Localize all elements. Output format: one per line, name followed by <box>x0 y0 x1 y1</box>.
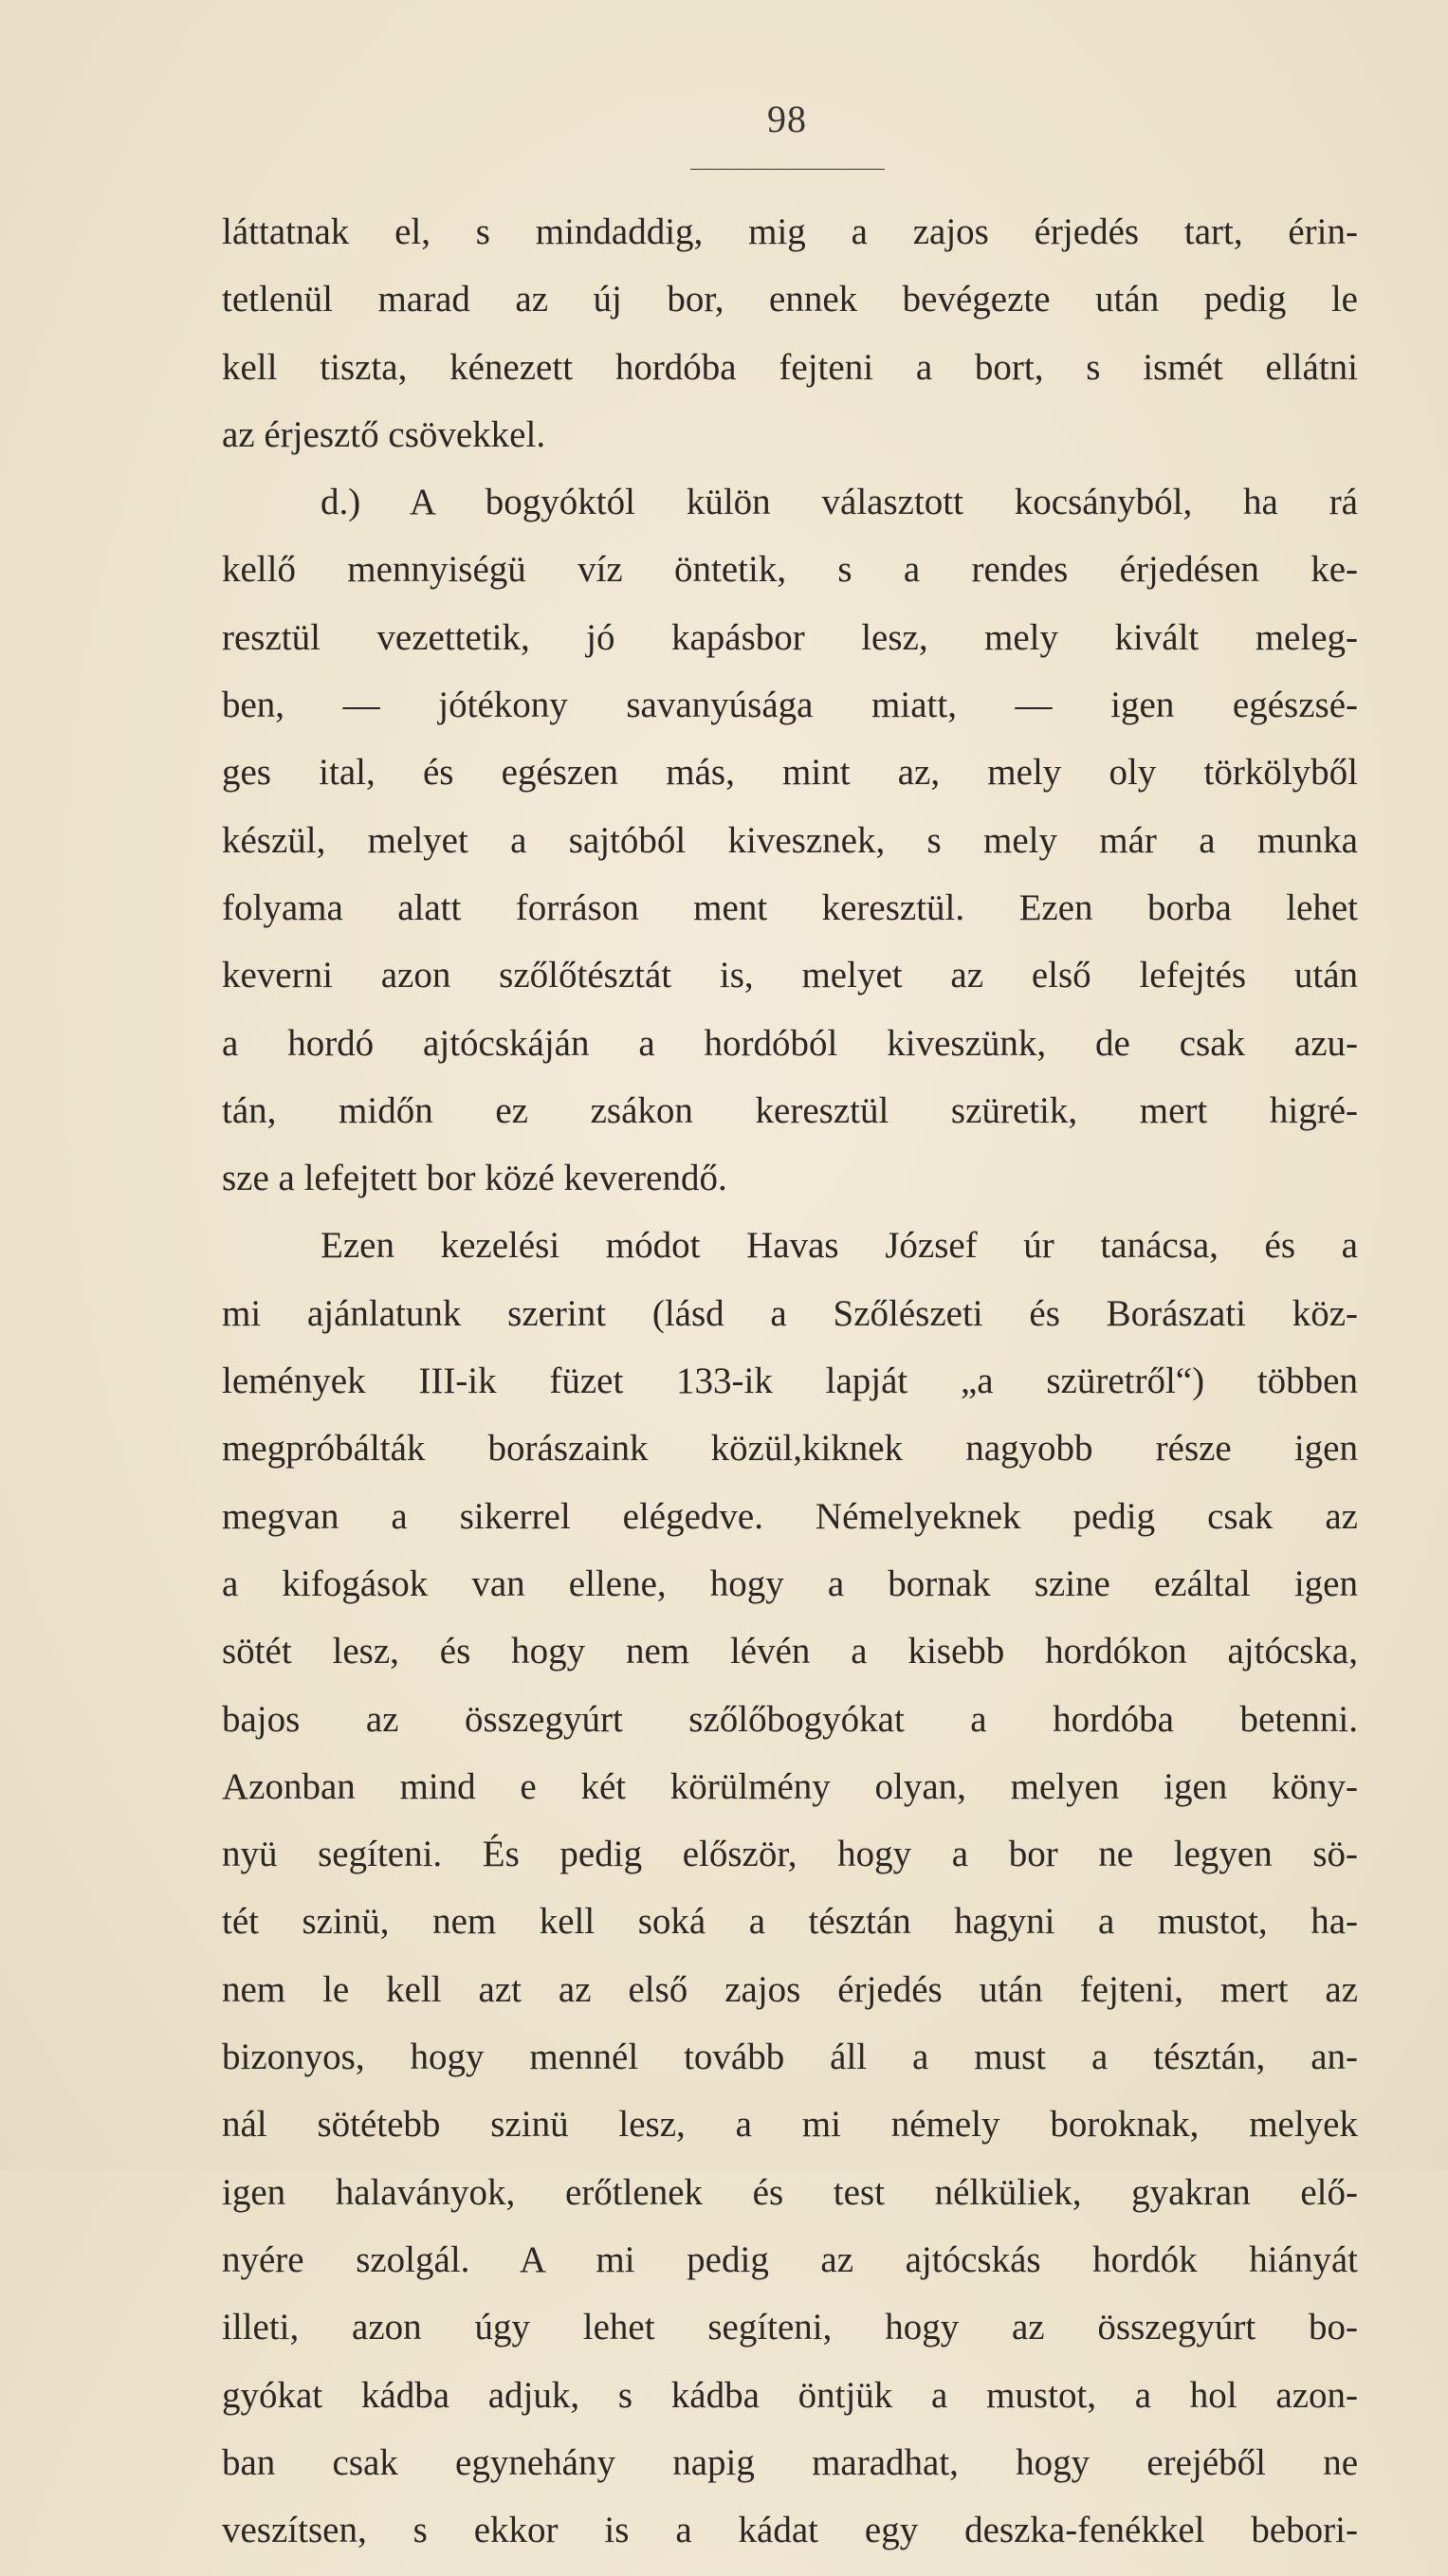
text-line: készül, melyet a sajtóból kivesznek, s mely már a munka <box>222 819 1358 861</box>
text-line: resztül vezettetik, jó kapásbor lesz, mely kivált meleg- <box>222 616 1358 658</box>
text-line: kell tiszta, kénezett hordóba fejteni a bort, s ismét ellátni <box>222 346 1358 388</box>
text-line: nem le kell azt az első zajos érjedés után fejteni, mert az <box>222 1968 1358 2010</box>
text-line: ban csak egynehány napig maradhat, hogy erejéből ne <box>222 2441 1358 2483</box>
text-line: mi ajánlatunk szerint (lásd a Szőlészeti és Borászati köz- <box>222 1292 1358 1334</box>
text-line: a kifogások van ellene, hogy a bornak szine ezáltal igen <box>222 1562 1358 1604</box>
body-text <box>222 210 1358 2576</box>
text-line: gyókat kádba adjuk, s kádba öntjük a mustot, a hol azon- <box>222 2374 1358 2416</box>
text-line: nál sötétebb szinü lesz, a mi némely boroknak, melyek <box>222 2104 1358 2146</box>
page-number: 98 <box>767 98 807 140</box>
text-line: tán, midőn ez zsákon keresztül szüretik, mert higré- <box>222 1089 1358 1131</box>
text-line: a hordó ajtócskáján a hordóból kiveszünk, de csak azu- <box>222 1022 1358 1064</box>
text-line: veszítsen, s ekkor is a kádat egy deszka-fenékkel bebori- <box>222 2510 1358 2551</box>
header-rule <box>690 169 885 170</box>
text-line: sze a lefejtett bor közé keverendő. <box>222 1158 727 1199</box>
text-line: lemények III-ik füzet 133-ik lapját „a szüretről“) többen <box>222 1361 1358 1402</box>
text-line: bizonyos, hogy mennél tovább áll a must a tésztán, an- <box>222 2037 1358 2078</box>
text-line: nyü segíteni. És pedig először, hogy a bor ne legyen sö- <box>222 1834 1358 1875</box>
text-line: kellő mennyiségü víz öntetik, s a rendes érjedésen ke- <box>222 549 1358 591</box>
text-line: ges ital, és egészen más, mint az, mely oly törkölyből <box>222 752 1358 794</box>
text-line: tetlenül marad az új bor, ennek bevégezte után pedig le <box>222 279 1358 320</box>
text-line: folyama alatt forráson ment keresztül. Ezen borba lehet <box>222 886 1358 928</box>
text-line: bajos az összegyúrt szőlőbogyókat a hordóba betenni. <box>222 1698 1358 1740</box>
text-line: ben, — jótékony savanyúsága miatt, — igen egészsé- <box>222 685 1358 726</box>
text-line: tét szinü, nem kell soká a tésztán hagyni a mustot, ha- <box>222 1901 1358 1943</box>
text-line: Azonban mind e két körülmény olyan, melyen igen köny- <box>222 1765 1358 1807</box>
text-line: Ezen kezelési módot Havas József úr tanácsa, és a <box>321 1225 1358 1267</box>
text-line: nyére szolgál. A mi pedig az ajtócskás hordók hiányát <box>222 2238 1358 2280</box>
text-line: igen halaványok, erőtlenek és test nélküliek, gyakran elő- <box>222 2171 1358 2213</box>
text-line: megpróbálták borászaink közül,kiknek nagyobb része igen <box>222 1428 1358 1470</box>
text-line: keverni azon szőlőtésztát is, melyet az első lefejtés után <box>222 955 1358 996</box>
text-line: láttatnak el, s mindaddig, mig a zajos érjedés tart, érin- <box>222 211 1358 252</box>
text-line: sötét lesz, és hogy nem lévén a kisebb hordókon ajtócska, <box>222 1631 1358 1672</box>
text-line: illeti, azon úgy lehet segíteni, hogy az összegyúrt bo- <box>222 2307 1358 2348</box>
text-line: megvan a sikerrel elégedve. Némelyeknek pedig csak az <box>222 1495 1358 1537</box>
text-line: az érjesztő csövekkel. <box>222 413 546 455</box>
text-line: d.) A bogyóktól külön választott kocsányból, ha rá <box>321 482 1358 523</box>
